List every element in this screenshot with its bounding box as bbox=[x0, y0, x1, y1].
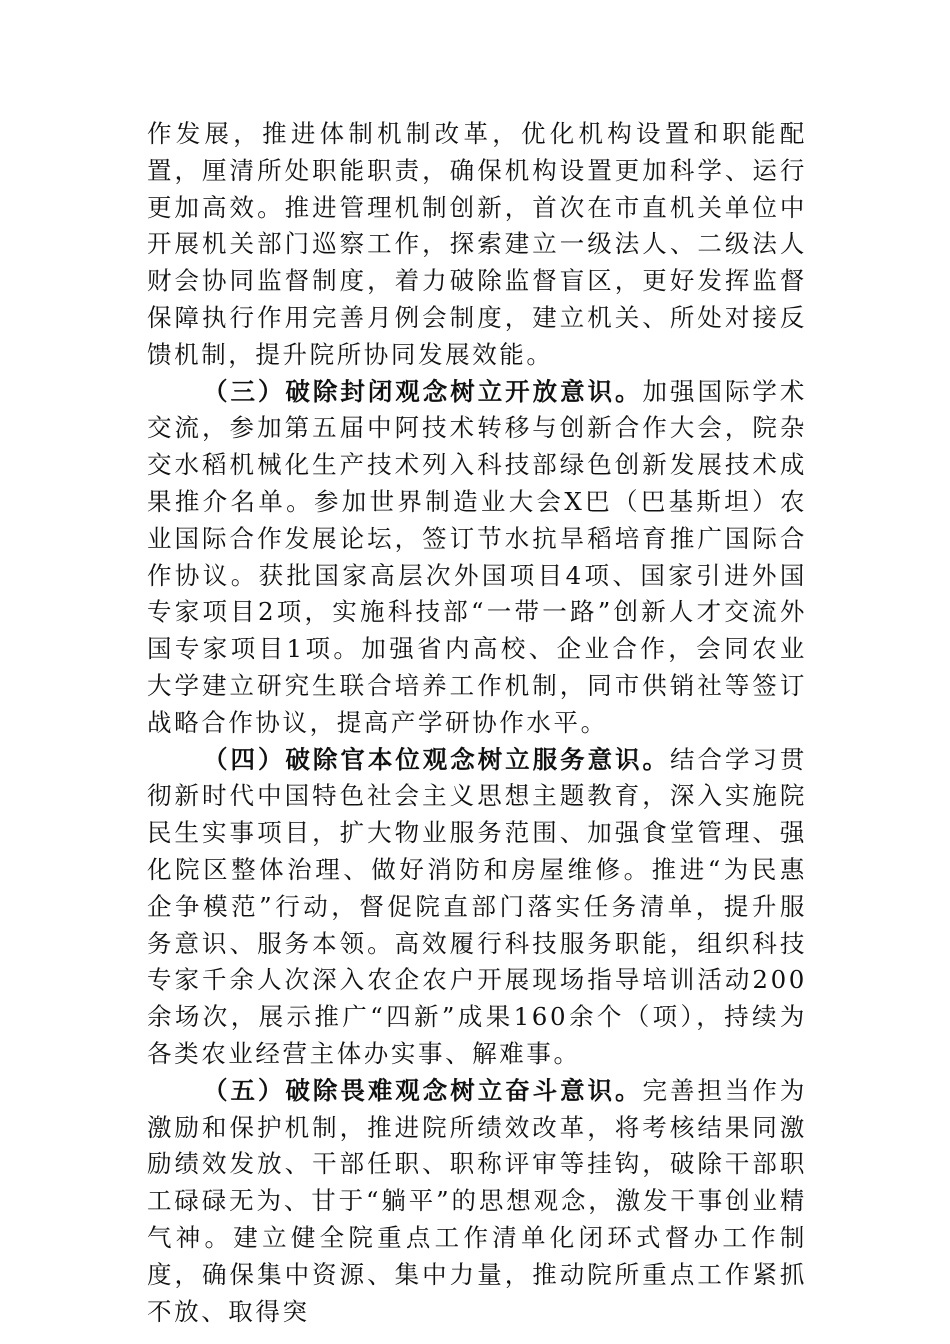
paragraph-continuation bbox=[147, 116, 807, 374]
paragraph-section-5 bbox=[147, 1073, 807, 1331]
paragraph-text: 完善担当作为激励和保护机制，推进院所绩效改革，将考核结果同激励绩效发放、干部任职、职称评审等挂钩，破除干部职工碌碌无为、甘于“躺平”的思想观念，激发干事创业精气神。建立健全院重点工作清单化闭环式督办工作制度，确保集中资源、集中力量，推动院所重点工作紧抓不放、取得突 bbox=[147, 1075, 807, 1326]
document-body bbox=[147, 116, 807, 1330]
section-heading: （三）破除封闭观念树立开放意识。 bbox=[203, 376, 643, 406]
section-heading: （四）破除官本位观念树立服务意识。 bbox=[203, 744, 671, 774]
paragraph-section-3 bbox=[147, 374, 807, 742]
paragraph-section-4 bbox=[147, 742, 807, 1073]
paragraph-text: 加强国际学术交流，参加第五届中阿技术转移与创新合作大会，院杂交水稻机械化生产技术列入科技部绿色创新发展技术成果推介名单。参加世界制造业大会X巴（巴基斯坦）农业国际合作发展论坛，签订节水抗旱稻培育推广国际合作协议。获批国家高层次外国项目4项、国家引进外国专家项目2项，实施科技部“一带一路”创新人才交流外国专家项目1项。加强省内高校、企业合作，会同农业大学建立研究生联合培养工作机制，同市供销社等签订战略合作协议，提高产学研协作水平。 bbox=[147, 376, 807, 737]
paragraph-text: 结合学习贯彻新时代中国特色社会主义思想主题教育，深入实施院民生实事项目，扩大物业服务范围、加强食堂管理、强化院区整体治理、做好消防和房屋维修。推进“为民惠企争模范”行动，督促院直部门落实任务清单，提升服务意识、服务本领。高效履行科技服务职能，组织科技专家千余人次深入农企农户开展现场指导培训活动200余场次，展示推广“四新”成果160余个（项），持续为各类农业经营主体办实事、解难事。 bbox=[147, 744, 808, 1068]
paragraph-text: 作发展，推进体制机制改革，优化机构设置和职能配置，厘清所处职能职责，确保机构设置更加科学、运行更加高效。推进管理机制创新，首次在市直机关单位中开展机关部门巡察工作，探索建立一级法人、二级法人财会协同监督制度，着力破除监督盲区，更好发挥监督保障执行作用完善月例会制度，建立机关、所处对接反馈机制，提升院所协同发展效能。 bbox=[147, 119, 807, 369]
section-heading: （五）破除畏难观念树立奋斗意识。 bbox=[203, 1075, 643, 1105]
